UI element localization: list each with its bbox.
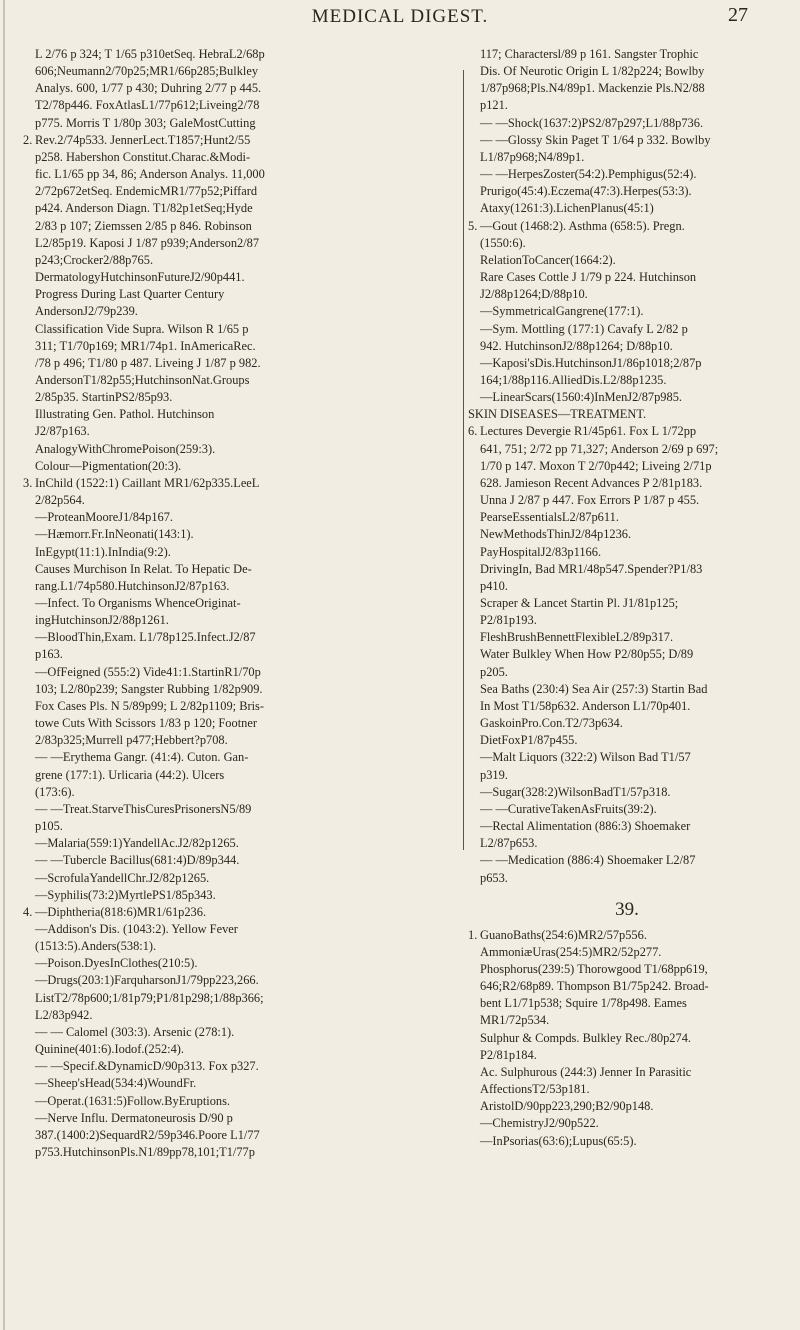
index-line [23, 595, 463, 612]
line-marker: 1. [468, 927, 478, 942]
index-line [23, 423, 463, 440]
line-marker: 6. [468, 424, 478, 439]
index-line [468, 423, 786, 440]
index-line [23, 97, 463, 114]
index-line [23, 46, 463, 63]
index-line [468, 1081, 786, 1098]
line-text: InChild (1522:1) Caillant MR1/62p335.LeeL [35, 475, 260, 490]
index-line [23, 355, 463, 372]
index-line [23, 183, 463, 200]
line-text: Fox Cases Pls. N 5/89p99; L 2/82p1109; Bris- [35, 698, 265, 713]
index-line [23, 784, 463, 801]
index-line [23, 372, 463, 389]
line-text: L2/83p942. [35, 1007, 93, 1022]
line-text: 606;Neumann2/70p25;MR1/66p285;Bulkley [35, 64, 259, 79]
index-line [468, 183, 786, 200]
line-text: PearseEssentialsL2/87p611. [480, 510, 619, 525]
index-line [23, 475, 463, 492]
line-text: L1/87p968;N4/89p1. [480, 149, 585, 164]
line-text: p105. [35, 819, 63, 834]
line-text: —Malaria(559:1)YandellAc.J2/82p1265. [35, 836, 239, 851]
index-line [468, 389, 786, 406]
line-text: 103; L2/80p239; Sangster Rubbing 1/82p909. [35, 681, 263, 696]
index-line [468, 1064, 786, 1081]
line-text: AffectionsT2/53p181. [480, 1082, 590, 1097]
index-line [468, 732, 786, 749]
index-line [468, 235, 786, 252]
line-text: —Hæmorr.Fr.InNeonati(143:1). [35, 527, 194, 542]
line-text: GaskoinPro.Con.T2/73p634. [480, 716, 623, 731]
index-line [23, 990, 463, 1007]
line-text: —Operat.(1631:5)Follow.ByEruptions. [35, 1093, 231, 1108]
index-line [468, 698, 786, 715]
line-text: SKIN DISEASES—TREATMENT. [468, 407, 647, 422]
line-text: —SymmetricalGangrene(177:1). [480, 304, 644, 319]
line-text: grene (177:1). Urlicaria (44:2). Ulcers [35, 767, 225, 782]
index-line [23, 1144, 463, 1161]
index-line [23, 63, 463, 80]
index-line [23, 338, 463, 355]
line-text: p258. Habershon Constitut.Charac.&Modi- [35, 149, 251, 164]
line-text: —Sheep'sHead(534:4)WoundFr. [35, 1076, 197, 1091]
line-text: 117; Charactersl/89 p 161. Sangster Trophic [480, 47, 699, 61]
index-line [468, 801, 786, 818]
index-line [23, 870, 463, 887]
line-text: 2/82p564. [35, 493, 85, 508]
line-text: —Kaposi'sDis.HutchinsonJ1/86p1018;2/87p [480, 355, 702, 370]
index-line [23, 286, 463, 303]
line-text: GuanoBaths(254:6)MR2/57p556. [480, 927, 647, 942]
line-text: Dis. Of Neurotic Origin L 1/82p224; Bowlby [480, 64, 705, 79]
line-text: —Addison's Dis. (1043:2). Yellow Fever [35, 921, 238, 936]
index-line [468, 578, 786, 595]
line-text: bent L1/71p538; Squire 1/78p498. Eames [480, 996, 687, 1011]
index-line [468, 218, 786, 235]
index-line [468, 63, 786, 80]
line-text: Scraper & Lancet Startin Pl. J1/81p125; [480, 596, 679, 610]
line-text: (173:6). [35, 784, 75, 799]
index-line [468, 286, 786, 303]
line-text: — —Shock(1637:2)PS2/87p297;L1/88p736. [480, 115, 704, 130]
line-text: Illustrating Gen. Pathol. Hutchinson [35, 407, 215, 422]
index-line [23, 664, 463, 681]
index-line [23, 389, 463, 406]
index-line [23, 938, 463, 955]
index-line [468, 200, 786, 217]
index-line [23, 149, 463, 166]
line-text: Water Bulkley When How P2/80p55; D/89 [480, 647, 694, 662]
line-text: 646;R2/68p89. Thompson B1/75p242. Broad- [480, 979, 709, 994]
line-text: — —HerpesZoster(54:2).Pemphigus(52:4). [480, 167, 697, 182]
index-line [23, 252, 463, 269]
index-line [468, 492, 786, 509]
left-column [23, 46, 463, 1161]
index-line [23, 921, 463, 938]
line-text: Unna J 2/87 p 447. Fox Errors P 1/87 p 455. [480, 493, 700, 508]
line-text: p319. [480, 767, 508, 782]
index-line [23, 321, 463, 338]
line-text: 1/70 p 147. Moxon T 2/70p442; Liveing 2/71p [480, 458, 712, 473]
line-text: —InPsorias(63:6);Lupus(65:5). [480, 1133, 637, 1148]
line-text: —Diphtheria(818:6)MR1/61p236. [35, 904, 207, 919]
line-text: —Rectal Alimentation (886:3) Shoemaker [480, 819, 691, 834]
line-text: /78 p 496; T1/80 p 487. Liveing J 1/87 p 982. [35, 355, 261, 370]
line-text: —Drugs(203:1)FarquharsonJ1/79pp223,266. [35, 973, 259, 988]
index-line [468, 458, 786, 475]
index-line [23, 115, 463, 132]
index-line [468, 646, 786, 663]
line-text: fic. L1/65 pp 34, 86; Anderson Analys. 11,000 [35, 167, 265, 182]
line-text: —ProteanMooreJ1/84p167. [35, 510, 174, 525]
index-line [23, 835, 463, 852]
line-text: NewMethodsThinJ2/84p1236. [480, 527, 632, 542]
line-text: 2/72p672etSeq. EndemicMR1/77p52;Piffard [35, 184, 258, 199]
index-line [468, 544, 786, 561]
line-text: Lectures Devergie R1/45p61. Fox L 1/72pp [480, 424, 697, 439]
index-line [23, 1127, 463, 1144]
line-text: 2/85p35. StartinPS2/85p93. [35, 390, 173, 405]
index-line [23, 200, 463, 217]
line-text: Quinine(401:6).Iodof.(252:4). [35, 1042, 185, 1057]
line-text: 39. [615, 898, 639, 920]
index-line [468, 595, 786, 612]
line-text: 2/83 p 107; Ziemssen 2/85 p 846. Robinson [35, 218, 252, 233]
line-text: — —Specif.&DynamicD/90p313. Fox p327. [35, 1059, 259, 1074]
index-line [468, 132, 786, 149]
line-text: (1550:6). [480, 235, 526, 250]
index-line [23, 972, 463, 989]
line-text: —OfFeigned (555:2) Vide41:1.StartinR1/70p [35, 664, 261, 679]
line-text: — —Glossy Skin Paget T 1/64 p 332. Bowlby [480, 132, 711, 147]
index-line [468, 46, 786, 63]
index-line [23, 1093, 463, 1110]
line-text: DietFoxP1/87p455. [480, 733, 578, 748]
line-text: — —CurativeTakenAsFruits(39:2). [480, 801, 657, 816]
index-line [468, 1115, 786, 1132]
index-line [468, 629, 786, 646]
index-line [468, 149, 786, 166]
index-line [468, 166, 786, 183]
index-line [23, 732, 463, 749]
index-line [23, 1058, 463, 1075]
line-text: Rev.2/74p533. JennerLect.T1857;Hunt2/55 [35, 132, 251, 147]
line-text: p775. Morris T 1/80p 303; GaleMostCutting [35, 115, 256, 130]
page-title: MEDICAL DIGEST. [311, 6, 489, 27]
right-column [468, 46, 786, 1150]
index-line [23, 904, 463, 921]
index-line [468, 1047, 786, 1064]
line-text: P2/81p184. [480, 1047, 537, 1062]
line-text: —ScrofulaYandellChr.J2/82p1265. [35, 870, 210, 885]
index-line [468, 818, 786, 835]
line-text: Phosphorus(239:5) Thorowgood T1/68pp619, [480, 961, 708, 976]
index-line [468, 1133, 786, 1150]
index-line [23, 526, 463, 543]
index-line [468, 835, 786, 852]
index-line [23, 235, 463, 252]
line-text: J2/87p163. [35, 424, 90, 439]
line-text: p653. [480, 870, 508, 885]
index-line [468, 509, 786, 526]
line-text: — —Treat.StarveThisCuresPrisonersN5/89 [35, 801, 252, 816]
line-text: Ac. Sulphurous (244:3) Jenner In Parasitic [480, 1064, 692, 1079]
index-line [23, 166, 463, 183]
line-text: Ataxy(1261:3).LichenPlanus(45:1) [480, 201, 654, 216]
index-line [468, 252, 786, 269]
line-text: —Sym. Mottling (177:1) Cavafy L 2/82 p [480, 321, 688, 336]
line-text: —Malt Liquors (322:2) Wilson Bad T1/57 [480, 750, 691, 765]
index-line [23, 269, 463, 286]
index-line [468, 664, 786, 681]
index-line [23, 629, 463, 646]
line-text: —BloodThin,Exam. L1/78p125.Infect.J2/87 [35, 630, 256, 645]
line-text: —LinearScars(1560:4)InMenJ2/87p985. [480, 390, 682, 405]
index-line [23, 681, 463, 698]
index-line [23, 441, 463, 458]
line-text: InEgypt(11:1).InIndia(9:2). [35, 544, 171, 559]
line-text: 1/87p968;Pls.N4/89p1. Mackenzie Pls.N2/88 [480, 81, 705, 96]
line-text: p163. [35, 647, 63, 662]
line-text: — —Medication (886:4) Shoemaker L2/87 [480, 853, 696, 868]
index-line [23, 955, 463, 972]
line-text: p753.HutchinsonPls.N1/89pp78,101;T1/77p [35, 1145, 255, 1159]
line-text: 628. Jamieson Recent Advances P 2/81p183. [480, 475, 703, 490]
index-line [23, 767, 463, 784]
index-line [468, 767, 786, 784]
index-line [468, 406, 786, 423]
line-text: AndersonT1/82p55;HutchinsonNat.Groups [35, 372, 250, 387]
line-text: —Sugar(328:2)WilsonBadT1/57p318. [480, 784, 671, 799]
index-line [468, 681, 786, 698]
line-text: Rare Cases Cottle J 1/79 p 224. Hutchinson [480, 270, 697, 285]
line-text: AristolD/90pp223,290;B2/90p148. [480, 1099, 654, 1114]
line-text: DermatologyHutchinsonFutureJ2/90p441. [35, 270, 245, 285]
line-text: — —Erythema Gangr. (41:4). Cuton. Gan- [35, 750, 249, 765]
index-line [23, 698, 463, 715]
section-heading [468, 897, 786, 923]
line-text: In Most T1/58p632. Anderson L1/70p401. [480, 698, 691, 713]
line-text: — — Calomel (303:3). Arsenic (278:1). [35, 1024, 235, 1039]
line-marker: 4. [23, 904, 33, 919]
index-line [468, 852, 786, 869]
line-text: Classification Vide Supra. Wilson R 1/65 p [35, 321, 249, 336]
page-number: 27 [728, 4, 748, 26]
index-line [468, 475, 786, 492]
page-edge [3, 0, 5, 1330]
line-text: p424. Anderson Diagn. T1/82p1etSeq;Hyde [35, 201, 253, 216]
index-line [23, 578, 463, 595]
index-line [23, 544, 463, 561]
index-line [23, 561, 463, 578]
line-text: towe Cuts With Scissors 1/83 p 120; Footner [35, 716, 257, 731]
line-text: —Poison.DyesInClothes(210:5). [35, 956, 198, 971]
index-line [468, 978, 786, 995]
index-line [468, 612, 786, 629]
index-line [468, 97, 786, 114]
line-text: p243;Crocker2/88p765. [35, 252, 154, 267]
line-text: rang.L1/74p580.HutchinsonJ2/87p163. [35, 578, 230, 593]
index-line [468, 372, 786, 389]
index-line [468, 1012, 786, 1029]
line-text: L2/85p19. Kaposi J 1/87 p939;Anderson2/87 [35, 235, 260, 250]
line-text: 164;1/88p116.AlliedDis.L2/88p1235. [480, 372, 667, 387]
column-divider [463, 70, 464, 850]
line-text: —Infect. To Organisms WhenceOriginat- [35, 596, 241, 610]
line-marker: 3. [23, 475, 33, 490]
line-text: ingHutchinsonJ2/88p1261. [35, 613, 169, 628]
line-text: — —Tubercle Bacillus(681:4)D/89p344. [35, 853, 240, 868]
line-text: AmmoniæUras(254:5)MR2/52p277. [480, 944, 662, 959]
index-line [23, 406, 463, 423]
index-line [23, 1024, 463, 1041]
line-text: AndersonJ2/79p239. [35, 304, 138, 319]
line-text: RelationToCancer(1664:2). [480, 252, 616, 267]
line-text: J2/88p1264;D/88p10. [480, 287, 588, 302]
line-text: 311; T1/70p169; MR1/74p1. InAmericaRec. [35, 338, 256, 353]
index-line [23, 887, 463, 904]
index-line [468, 870, 786, 887]
index-line [468, 784, 786, 801]
line-text: 387.(1400:2)SequardR2/59p346.Poore L1/77 [35, 1127, 260, 1142]
line-text: P2/81p193. [480, 613, 537, 628]
index-line [23, 749, 463, 766]
line-text: —Nerve Influ. Dermatoneurosis D/90 p [35, 1110, 233, 1125]
line-text: Causes Murchison In Relat. To Hepatic De- [35, 561, 252, 576]
index-line [23, 132, 463, 149]
index-line [23, 1110, 463, 1127]
line-text: Sulphur & Compds. Bulkley Rec./80p274. [480, 1030, 691, 1045]
index-line [468, 526, 786, 543]
index-line [23, 509, 463, 526]
index-line [23, 715, 463, 732]
line-text: Sea Baths (230:4) Sea Air (257:3) Startin Bad [480, 681, 708, 696]
index-line [468, 1030, 786, 1047]
line-text: DrivingIn, Bad MR1/48p547.Spender?P1/83 [480, 561, 703, 576]
index-line [23, 852, 463, 869]
line-text: —ChemistryJ2/90p522. [480, 1116, 599, 1131]
index-line [468, 269, 786, 286]
line-text: FleshBrushBennettFlexibleL2/89p317. [480, 630, 674, 645]
index-line [23, 492, 463, 509]
line-text: AnalogyWithChromePoison(259:3). [35, 441, 216, 456]
index-line [23, 1041, 463, 1058]
index-line [23, 303, 463, 320]
line-text: 2/83p325;Murrell p477;Hebbert?p708. [35, 733, 228, 748]
index-line [468, 961, 786, 978]
line-text: ListT2/78p600;1/81p79;P1/81p298;1/88p366; [35, 990, 264, 1005]
index-line [23, 612, 463, 629]
index-line [468, 80, 786, 97]
index-line [23, 801, 463, 818]
index-line [468, 338, 786, 355]
line-marker: 2. [23, 132, 33, 147]
index-line [468, 715, 786, 732]
line-text: —Syphilis(73:2)MyrtlePS1/85p343. [35, 887, 216, 902]
index-line [23, 218, 463, 235]
line-text: p121. [480, 98, 508, 113]
index-line [468, 441, 786, 458]
line-text: (1513:5).Anders(538:1). [35, 939, 157, 954]
line-text: 641, 751; 2/72 pp 71,327; Anderson 2/69 p 697; [480, 441, 719, 456]
index-line [23, 646, 463, 663]
line-text: p205. [480, 664, 508, 679]
line-text: p410. [480, 578, 508, 593]
index-line [23, 80, 463, 97]
index-line [468, 1098, 786, 1115]
index-line [468, 321, 786, 338]
index-line [23, 1075, 463, 1092]
line-text: MR1/72p534. [480, 1013, 550, 1028]
line-text: —Gout (1468:2). Asthma (658:5). Pregn. [480, 218, 685, 233]
line-text: L 2/76 p 324; T 1/65 p310etSeq. HebraL2/68p [35, 47, 265, 61]
line-text: Colour—Pigmentation(20:3). [35, 458, 182, 473]
line-text: 942. HutchinsonJ2/88p1264; D/88p10. [480, 338, 673, 353]
line-marker: 5. [468, 218, 478, 233]
line-text: L2/87p653. [480, 836, 538, 851]
index-line [468, 561, 786, 578]
line-text: Progress During Last Quarter Century [35, 287, 225, 302]
index-line [468, 303, 786, 320]
index-line [23, 1007, 463, 1024]
index-line [468, 749, 786, 766]
index-line [468, 355, 786, 372]
index-line [468, 927, 786, 944]
index-line [23, 458, 463, 475]
line-text: T2/78p446. FoxAtlasL1/77p612;Liveing2/78 [35, 98, 260, 113]
index-line [468, 944, 786, 961]
line-text: Prurigo(45:4).Eczema(47:3).Herpes(53:3). [480, 184, 692, 199]
index-line [468, 995, 786, 1012]
line-text: Analys. 600, 1/77 p 430; Duhring 2/77 p 445. [35, 81, 262, 96]
index-line [23, 818, 463, 835]
index-line [468, 115, 786, 132]
line-text: PayHospitalJ2/83p1166. [480, 544, 602, 559]
